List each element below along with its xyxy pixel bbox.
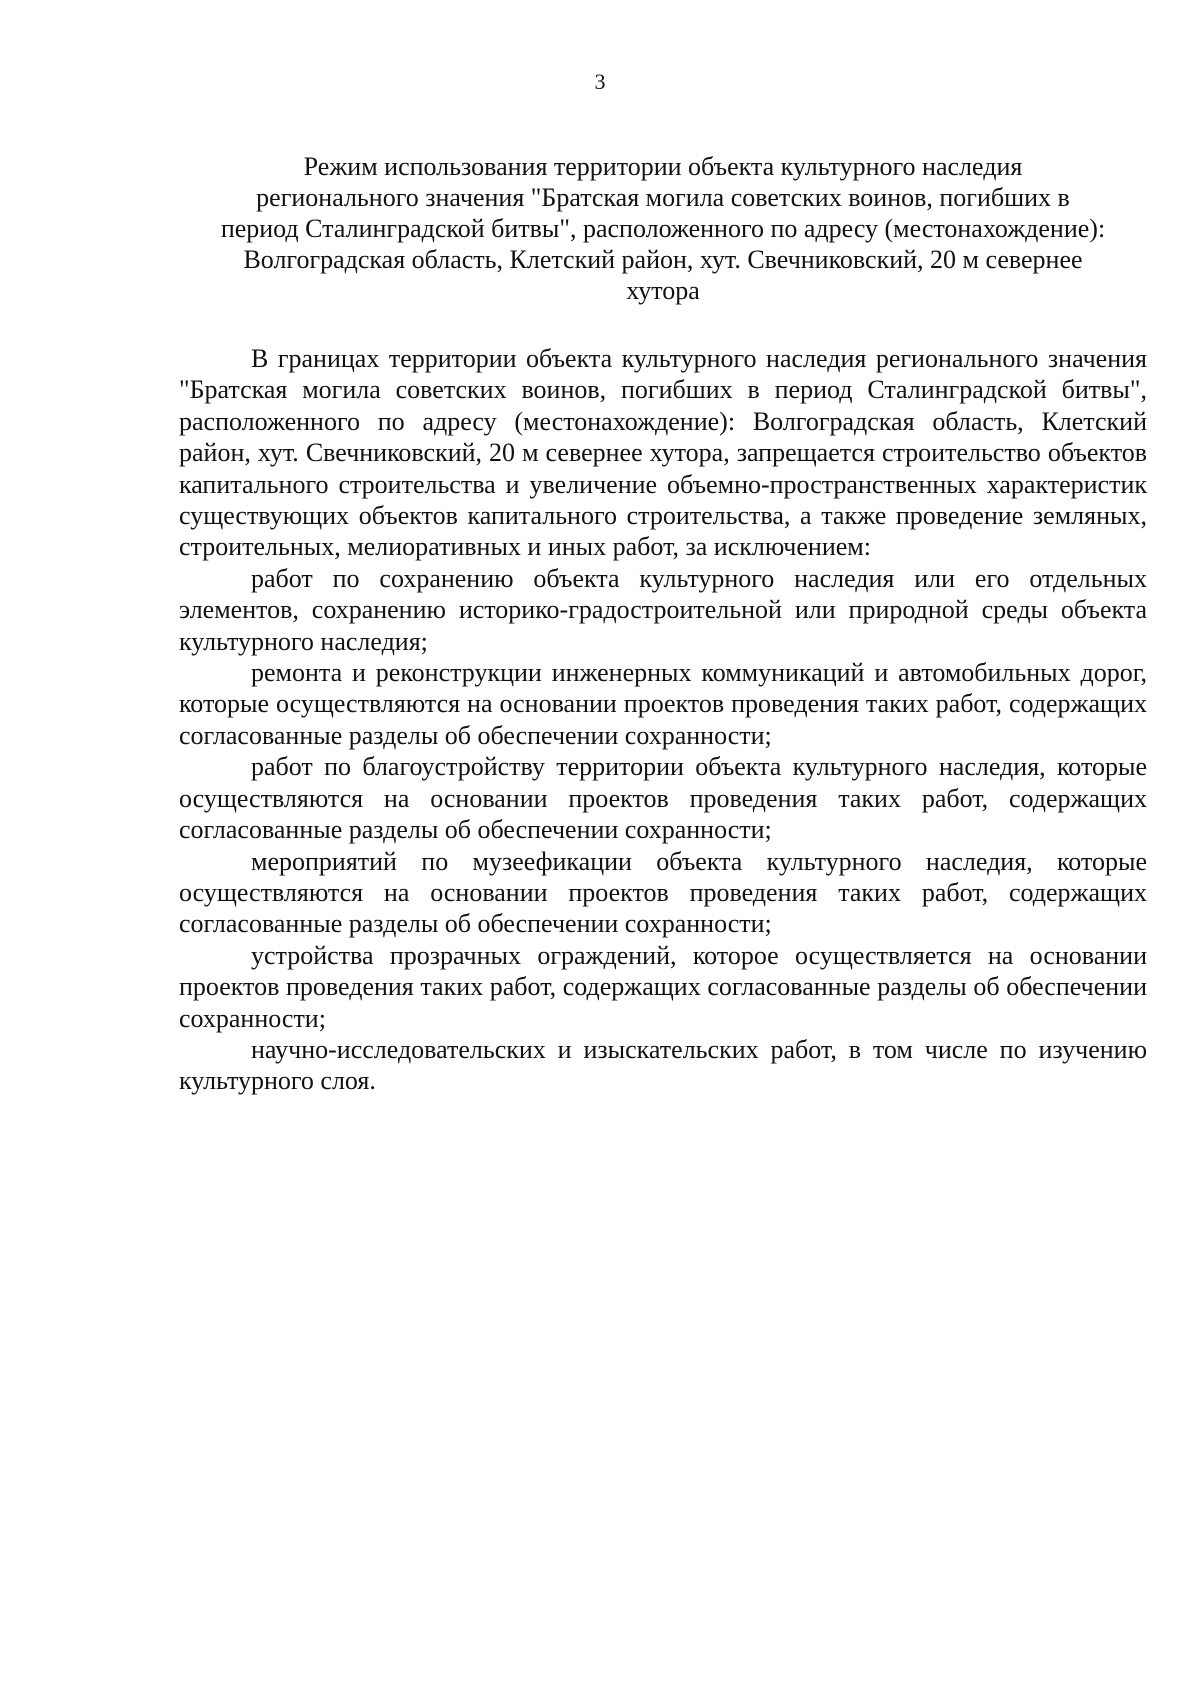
document-title	[176, 151, 1150, 306]
document-body	[179, 343, 1147, 1097]
title-line: период Сталинградской битвы", расположенного по адресу (местонахождение):	[220, 214, 1106, 243]
title-line: Режим использования территории объекта культурного наследия	[303, 152, 1023, 181]
exception-item: ремонта и реконструкции инженерных коммуникаций и автомобильных дорог, которые осуществляются на основании проектов проведения таких работ, содержащих согласованные разделы об обеспечении сохранности;	[179, 658, 1147, 750]
exception-item: устройства прозрачных ограждений, которое осуществляется на основании проектов проведения таких работ, содержащих согласованные разделы об обеспечении сохранности;	[179, 940, 1147, 1033]
exception-item: работ по сохранению объекта культурного наследия или его отдельных элементов, сохранению историко-градостроительной или природной среды объекта культурного наследия;	[179, 563, 1147, 656]
intro-paragraph: В границах территории объекта культурного наследия регионального значения "Братская могила советских воинов, погибших в период Сталинградской битвы", расположенного по адресу (местонахождение): Волгоградская область, Клетский район, хут. Свечниковский, 20 м севернее хутора, запрещается строительство объектов капитального строительства и увеличение объемно-пространственных характеристик существующих объектов капитального строительства, а также проведение земляных, строительных, мелиоративных и иных работ, за исключением:	[179, 344, 1147, 562]
title-line: Волгоградская область, Клетский район, хут. Свечниковский, 20 м севернее	[243, 245, 1083, 274]
exception-item: мероприятий по музеефикации объекта культурного наследия, которые осуществляются на основании проектов проведения таких работ, содержащих согласованные разделы об обеспечении сохранности;	[179, 846, 1147, 939]
page-number: 3	[594, 69, 606, 94]
exception-item: работ по благоустройству территории объекта культурного наследия, которые осуществляются на основании проектов проведения таких работ, содержащих согласованные разделы об обеспечении сохранности;	[179, 752, 1147, 845]
title-line: регионального значения "Братская могила советских воинов, погибших в	[256, 183, 1070, 212]
title-line: хутора	[626, 276, 700, 305]
exception-item: научно-исследовательских и изыскательских работ, в том числе по изучению культурного слоя.	[179, 1034, 1147, 1096]
